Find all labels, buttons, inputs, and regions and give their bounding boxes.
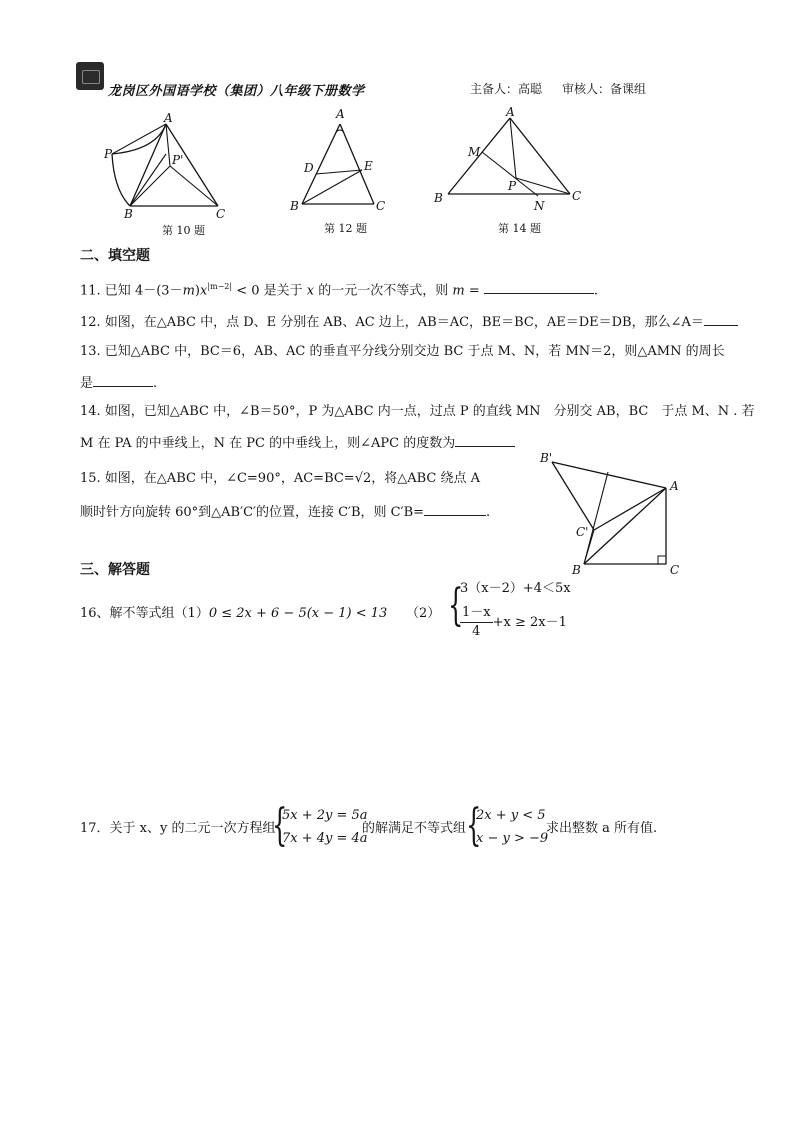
fig10-label-pprime: P' [172,153,184,167]
q17-brace2: { [466,800,482,851]
figure-14 [430,104,590,216]
q16-sys-line2 [460,604,567,641]
question-17-pre: 17．关于 x、y 的二元一次方程组 [80,821,276,836]
figure-15 [536,450,686,578]
q15-end: . [486,505,491,520]
q11-text-pre: 11. 已知 4－(3－ [80,283,183,299]
q11-x: x [199,283,208,299]
school-title: 龙岗区外国语学校（集团）八年级下册数学 [108,84,365,99]
question-13 [80,343,725,393]
fig10-arc2 [112,154,130,206]
q16-frac-den: 4 [472,624,481,639]
q17-mid: 的解满足不等式组 [362,821,467,836]
q11-m: m [182,283,195,299]
q15-line2: 顺时针方向旋转 60°到△AB′C′的位置，连接 C′B，则 C′B= [80,505,425,520]
q11-end: . [593,283,599,299]
fig12-label-e: E [364,159,373,173]
school-logo [76,62,104,90]
q12-answer-blank[interactable] [704,312,738,326]
q16-frac-num: 1－x [460,604,493,623]
fig15-label-cprime: C' [576,525,589,539]
author-label: 主备人：高聪 [470,82,543,96]
q13-answer-blank[interactable] [93,373,153,387]
fig10-label-a: A [164,111,173,125]
q16-part2-label: （2） [406,606,441,621]
fig12-label-d: D [304,161,314,175]
figure-10 [96,110,236,220]
fig14-label-p: P [508,179,517,193]
q16-label: 16、解不等式组（1） [80,606,209,621]
fig12-label-a: A [336,107,345,121]
fig12-label-b: B [290,199,299,213]
q11-var: x [306,283,315,299]
q11-eq: = [464,283,480,299]
question-11 [80,278,598,300]
q12-text: 12. 如图，在△ABC 中，点 D、E 分别在 AB、AC 边上，AB＝AC，BE＝BC，AE＝DE＝DB，那么∠A＝ [80,315,704,330]
q11-text-mid: ) [194,283,200,299]
q17-ineq1: 2x + y < 5 [476,808,546,823]
section2-title: 二、填空题 [80,248,150,264]
fig14-label-c: C [572,189,582,203]
fig14-label-b: B [434,191,443,205]
figure-12 [286,106,390,218]
q16-ineq1: 0 ≤ 2x + 6 − 5(x − 1) < 13 [208,606,388,621]
q15-answer-blank[interactable] [424,502,486,516]
q16-system-brace: { [448,580,464,631]
q17-eq2: 7x + 4y = 4a [282,831,368,846]
q16-sys-line1: 3（x－2）+4＜5x [460,581,571,596]
q11-text-post2: 的一元一次不等式，则 [314,283,453,299]
fig14-label-n: N [534,199,545,213]
q13-line2: 是 [80,376,94,391]
question-15 [80,470,490,522]
q13-end: . [153,376,158,391]
fig10-caption: 第 10 题 [162,224,205,237]
q11-text-post: < 0 是关于 [232,283,307,299]
fig14-label-m: M [468,145,481,159]
fig15-label-c: C [670,563,680,577]
reviewer-label: 审核人：备课组 [562,82,647,96]
q17-brace1: { [272,800,288,851]
q17-end: 求出整数 a 所有值. [546,821,658,836]
q13-line1: 13. 已知△ABC 中，BC＝6，AB、AC 的垂直平分线分别交边 BC 于点 M、N，若 MN＝2，则△AMN 的周长 [80,344,725,359]
question-14 [80,403,755,453]
q11-exponent: |m−2| [207,282,233,291]
q14-line1: 14. 如图，已知△ABC 中，∠B＝50°，P 为△ABC 内一点，过点 P 的直线 MN 分别交 AB，BC 于点 M、N . 若 [80,404,755,419]
question-12 [80,312,738,332]
question-16 [80,605,387,623]
q17-ineq2: x − y > −9 [476,831,549,846]
fig12-caption: 第 12 题 [324,222,367,235]
fig12-label-c: C [376,199,386,213]
q17-eq1: 5x + 2y = 5a [282,808,368,823]
q16-sys-rest: +x ≥ 2x－1 [492,615,567,630]
q16-fraction [460,604,493,641]
section3-title: 三、解答题 [80,562,150,578]
fig10-label-p: P [104,147,113,161]
q14-answer-blank[interactable] [455,433,515,447]
q15-line1: 15. 如图，在△ABC 中，∠C=90°，AC=BC=√2，将△ABC 绕点 A [80,471,481,486]
fig14-label-a: A [506,105,515,119]
fig15-label-b: B [572,563,581,577]
fig15-label-bprime: B' [540,451,553,465]
q11-answer-blank[interactable] [484,280,594,294]
fig10-label-c: C [216,207,226,220]
q14-line2: M 在 PA 的中垂线上，N 在 PC 的中垂线上，则∠APC 的度数为 [80,436,456,451]
q11-m2: m [452,283,465,299]
fig10-label-b: B [124,207,133,220]
fig15-label-a: A [670,479,679,493]
fig14-caption: 第 14 题 [498,222,541,235]
